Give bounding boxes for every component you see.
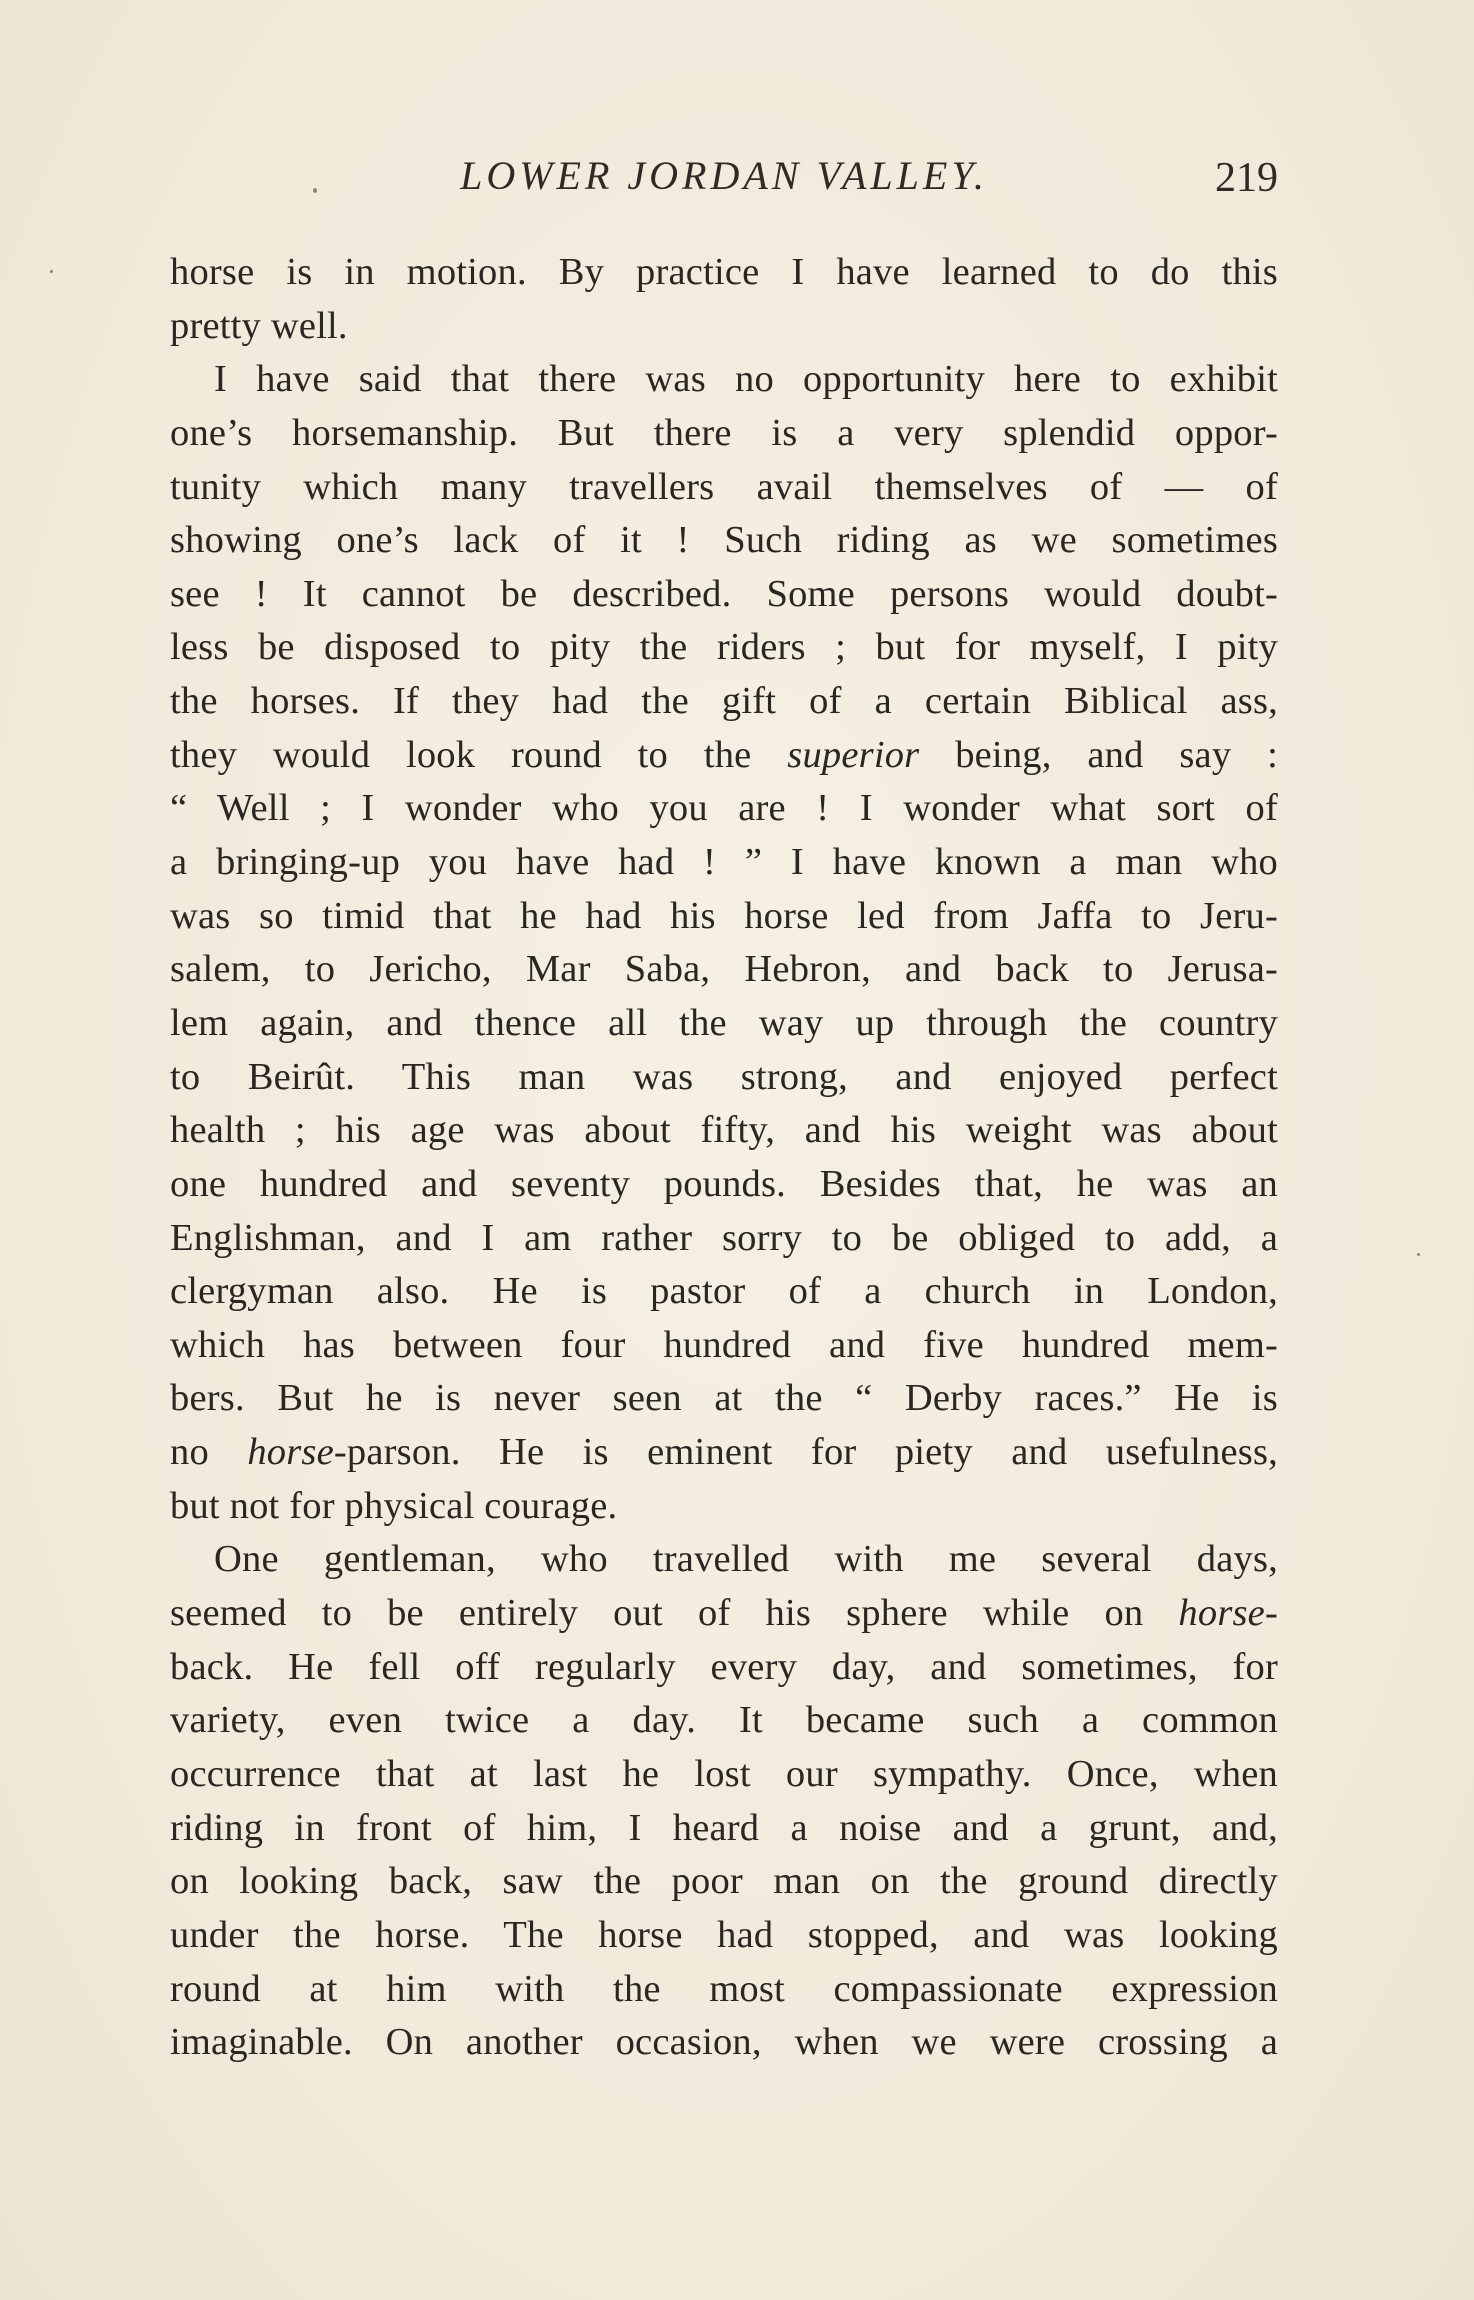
text-line: less be disposed to pity the riders ; but for myself, I pity [170,626,1278,669]
text-line: lem again, and thence all the way up through the country [170,1001,1278,1044]
text-line: back. He fell off regularly every day, and sometimes, for [170,1645,1278,1688]
text-line: seemed to be entirely out of his sphere while on horse- [170,1592,1278,1635]
body-text [170,246,1278,2070]
text-line: which has between four hundred and five hundred mem- [170,1323,1278,1366]
text-line: was so timid that he had his horse led from Jaffa to Jeru- [170,894,1278,937]
text-line: see ! It cannot be described. Some persons would doubt- [170,572,1278,615]
text-line: horse is in motion. By practice I have learned to do this [170,251,1278,293]
running-head [170,152,1278,212]
text-line: the horses. If they had the gift of a certain Biblical ass, [170,680,1278,723]
text-line: health ; his age was about fifty, and his weight was about [170,1109,1278,1152]
paper-speck [1417,1253,1420,1256]
text-line: they would look round to the superior being, and say : [170,733,1278,776]
text-line: to Beirût. This man was strong, and enjoyed perfect [170,1055,1278,1098]
text-line: imaginable. On another occasion, when we were crossing a [170,2021,1278,2064]
text-line: no horse-parson. He is eminent for piety and usefulness, [170,1431,1279,1474]
page-number: 219 [1215,155,1278,201]
text-line: pretty well. [170,304,348,347]
text-line: showing one’s lack of it ! Such riding as we sometimes [170,519,1278,562]
text-line: clergyman also. He is pastor of a church in London, [170,1270,1278,1313]
text-line: occurrence that at last he lost our sympathy. Once, when [170,1752,1278,1795]
text-line: Englishman, and I am rather sorry to be obliged to add, a [170,1216,1278,1259]
text-line: riding in front of him, I heard a noise and a grunt, and, [170,1806,1278,1849]
text-line: One gentleman, who travelled with me several days, [214,1538,1278,1581]
text-line: round at him with the most compassionate expression [170,1967,1278,2010]
running-head-title: LOWER JORDAN VALLEY. [460,153,988,198]
text-line: one hundred and seventy pounds. Besides that, he was an [170,1162,1278,1205]
text-line: salem, to Jericho, Mar Saba, Hebron, and back to Jerusa- [170,948,1278,991]
text-line: variety, even twice a day. It became such a common [170,1699,1278,1742]
text-line: on looking back, saw the poor man on the ground directly [170,1860,1278,1903]
text-line: “ Well ; I wonder who you are ! I wonder what sort of [170,787,1278,830]
text-line: bers. But he is never seen at the “ Derby races.” He is [170,1377,1278,1420]
paper-speck [50,270,53,273]
text-line: I have said that there was no opportunity here to exhibit [214,358,1278,401]
text-line: but not for physical courage. [170,1484,618,1527]
text-line: under the horse. The horse had stopped, and was looking [170,1913,1278,1956]
text-line: tunity which many travellers avail themselves of — of [170,465,1278,508]
text-line: one’s horsemanship. But there is a very splendid oppor- [170,411,1278,454]
text-line: a bringing-up you have had ! ” I have known a man who [170,841,1278,884]
